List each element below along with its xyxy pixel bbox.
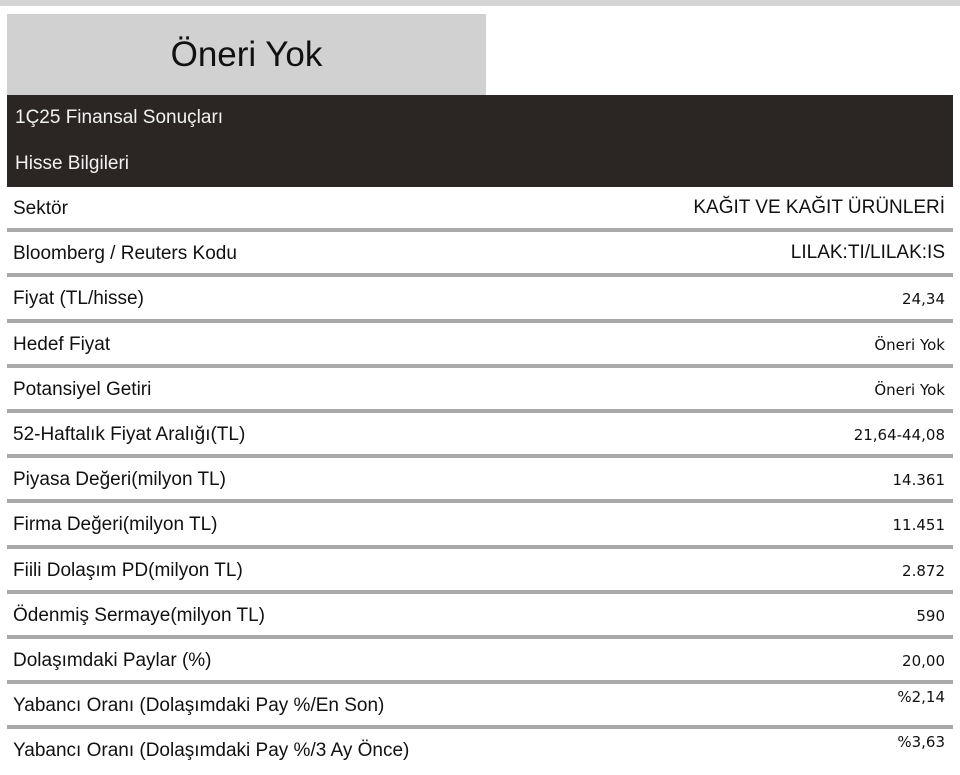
- row-label: Firma Değeri(milyon TL): [13, 514, 218, 536]
- table-row: [7, 503, 953, 548]
- section-header: [7, 95, 953, 187]
- table-row: [7, 187, 953, 232]
- row-label: Dolaşımdaki Paylar (%): [13, 649, 212, 671]
- table-row: [7, 323, 953, 368]
- section-title: Hisse Bilgileri: [15, 153, 130, 174]
- row-value: 11.451: [892, 516, 945, 535]
- table-row: [7, 684, 953, 729]
- table-row: [7, 413, 953, 458]
- row-value: 14.361: [892, 471, 945, 490]
- row-value: %2,14: [897, 688, 945, 707]
- table-row: [7, 639, 953, 684]
- row-label: Fiyat (TL/hisse): [13, 288, 144, 310]
- row-label: Yabancı Oranı (Dolaşımdaki Pay %/3 Ay Önce): [13, 740, 410, 762]
- table-row: [7, 458, 953, 503]
- row-label: Hedef Fiyat: [13, 333, 111, 355]
- stock-info-table: [7, 187, 953, 774]
- row-label: Ödenmiş Sermaye(milyon TL): [13, 604, 266, 626]
- recommendation-label: Öneri Yok: [170, 34, 323, 74]
- row-label: Yabancı Oranı (Dolaşımdaki Pay %/En Son): [13, 695, 385, 717]
- row-label: Bloomberg / Reuters Kodu: [13, 243, 237, 265]
- row-label: Piyasa Değeri(milyon TL): [13, 469, 226, 491]
- table-row: [7, 594, 953, 639]
- table-row: [7, 549, 953, 594]
- row-value: 21,64-44,08: [853, 425, 945, 444]
- row-value: 24,34: [902, 290, 945, 309]
- table-row: [7, 277, 953, 322]
- table-row: [7, 368, 953, 413]
- report-title: 1Ç25 Finansal Sonuçları: [15, 107, 224, 128]
- row-label: Sektör: [13, 198, 68, 219]
- row-label: 52-Haftalık Fiyat Aralığı(TL): [13, 423, 246, 445]
- row-value: 2.872: [902, 561, 945, 580]
- row-label: Fiili Dolaşım PD(milyon TL): [13, 559, 243, 581]
- recommendation-box: [7, 14, 486, 95]
- row-value: %3,63: [897, 733, 945, 752]
- row-value: Öneri Yok: [874, 335, 945, 354]
- row-label: Potansiyel Getiri: [13, 378, 152, 400]
- table-row: [7, 729, 953, 774]
- row-value: 20,00: [902, 651, 945, 670]
- top-divider: [0, 0, 960, 6]
- row-value: LILAK:TI/LILAK:IS: [790, 242, 945, 264]
- table-row: [7, 232, 953, 277]
- row-value: KAĞIT VE KAĞIT ÜRÜNLERİ: [693, 197, 945, 218]
- row-value: 590: [916, 606, 945, 625]
- row-value: Öneri Yok: [874, 380, 945, 399]
